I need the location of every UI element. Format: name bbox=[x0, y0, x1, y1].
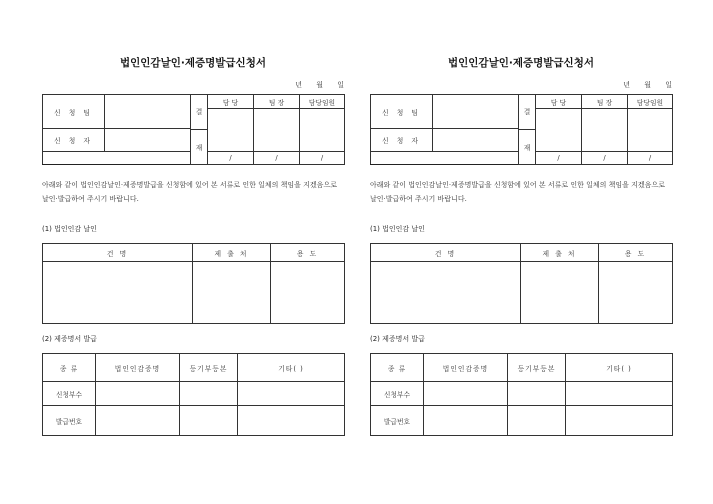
date-line: 년 월 일 bbox=[295, 81, 344, 89]
cert-header-type: 종 류 bbox=[371, 354, 424, 382]
certificate-table bbox=[370, 353, 673, 436]
cert-issue-other-field[interactable] bbox=[566, 406, 673, 436]
seal-header-subject: 건 명 bbox=[43, 244, 193, 262]
approval-jae-label: 재 bbox=[519, 130, 536, 165]
cert-row-copies-label: 신청부수 bbox=[371, 382, 424, 406]
cert-copies-registry-field[interactable] bbox=[180, 382, 238, 406]
date-line: 년 월 일 bbox=[623, 81, 672, 89]
seal-header-submit-to: 제 출 처 bbox=[521, 244, 599, 262]
approval-gyeol-label: 결 bbox=[519, 95, 536, 130]
applicant-team-field[interactable] bbox=[105, 95, 191, 129]
seal-submit-to-field[interactable] bbox=[521, 262, 599, 324]
date-slash: / bbox=[582, 152, 628, 165]
section-cert-heading: (2) 제증명서 발급 bbox=[42, 335, 97, 343]
applicant-team-field[interactable] bbox=[433, 95, 519, 129]
approval-header-team-lead: 팀 장 bbox=[254, 95, 300, 109]
approval-sign-staff[interactable] bbox=[536, 109, 582, 152]
cert-header-seal-certificate: 법인인감증명 bbox=[96, 354, 180, 382]
approval-sign-team-lead[interactable] bbox=[582, 109, 628, 152]
approval-sign-executive[interactable] bbox=[300, 109, 345, 152]
applicant-label: 신 청 자 bbox=[43, 129, 105, 152]
date-slash: / bbox=[208, 152, 254, 165]
applicant-team-label: 신 청 팀 bbox=[371, 95, 433, 129]
cert-row-issue-no-label: 발급번호 bbox=[43, 406, 96, 436]
seal-subject-field[interactable] bbox=[371, 262, 521, 324]
approval-gyeol-label: 결 bbox=[191, 95, 208, 130]
cert-issue-seal-field[interactable] bbox=[424, 406, 508, 436]
applicant-field[interactable] bbox=[105, 129, 191, 152]
cert-row-issue-no-label: 발급번호 bbox=[371, 406, 424, 436]
cert-copies-seal-field[interactable] bbox=[424, 382, 508, 406]
cert-header-other: 기타( ) bbox=[238, 354, 345, 382]
section-seal-heading: (1) 법인인감 날인 bbox=[370, 225, 425, 233]
approval-header-team-lead: 팀 장 bbox=[582, 95, 628, 109]
cert-header-registry: 등기부등본 bbox=[180, 354, 238, 382]
seal-header-purpose: 용 도 bbox=[599, 244, 673, 262]
approval-header-staff: 담 당 bbox=[208, 95, 254, 109]
approval-sign-team-lead[interactable] bbox=[254, 109, 300, 152]
certificate-table bbox=[42, 353, 345, 436]
seal-header-submit-to: 제 출 처 bbox=[193, 244, 271, 262]
seal-table bbox=[370, 243, 673, 324]
approval-sign-staff[interactable] bbox=[208, 109, 254, 152]
declaration-paragraph: 아래와 같이 법인인감날인·제증명발급을 신청함에 있어 본 서류로 인한 일체의 책임을 지겠음으로 날인·발급하여 주시기 바랍니다. bbox=[42, 181, 337, 203]
applicant-label: 신 청 자 bbox=[371, 129, 433, 152]
applicant-approval-table bbox=[42, 94, 345, 165]
form-title: 법인인감날인·제증명발급신청서 bbox=[120, 57, 266, 69]
application-form-right bbox=[370, 0, 672, 504]
declaration-paragraph: 아래와 같이 법인인감날인·제증명발급을 신청함에 있어 본 서류로 인한 일체의 책임을 지겠음으로 날인·발급하여 주시기 바랍니다. bbox=[370, 181, 665, 203]
application-form-left bbox=[42, 0, 344, 504]
applicant-field[interactable] bbox=[433, 129, 519, 152]
cert-copies-other-field[interactable] bbox=[566, 382, 673, 406]
cert-issue-registry-field[interactable] bbox=[508, 406, 566, 436]
cert-copies-other-field[interactable] bbox=[238, 382, 345, 406]
cert-issue-seal-field[interactable] bbox=[96, 406, 180, 436]
seal-submit-to-field[interactable] bbox=[193, 262, 271, 324]
section-seal-heading: (1) 법인인감 날인 bbox=[42, 225, 97, 233]
cert-issue-other-field[interactable] bbox=[238, 406, 345, 436]
date-slash: / bbox=[254, 152, 300, 165]
seal-table bbox=[42, 243, 345, 324]
date-slash: / bbox=[628, 152, 673, 165]
cert-header-type: 종 류 bbox=[43, 354, 96, 382]
approval-jae-label: 재 bbox=[191, 130, 208, 165]
applicant-approval-table bbox=[370, 94, 673, 165]
seal-purpose-field[interactable] bbox=[599, 262, 673, 324]
approval-header-executive: 담당임원 bbox=[300, 95, 345, 109]
date-slash: / bbox=[536, 152, 582, 165]
seal-subject-field[interactable] bbox=[43, 262, 193, 324]
cert-issue-registry-field[interactable] bbox=[180, 406, 238, 436]
cert-copies-registry-field[interactable] bbox=[508, 382, 566, 406]
cert-row-copies-label: 신청부수 bbox=[43, 382, 96, 406]
cert-header-other: 기타( ) bbox=[566, 354, 673, 382]
approval-header-executive: 담당임원 bbox=[628, 95, 673, 109]
seal-header-subject: 건 명 bbox=[371, 244, 521, 262]
form-title: 법인인감날인·제증명발급신청서 bbox=[448, 57, 594, 69]
date-slash: / bbox=[300, 152, 345, 165]
applicant-team-label: 신 청 팀 bbox=[43, 95, 105, 129]
cert-header-registry: 등기부등본 bbox=[508, 354, 566, 382]
approval-header-staff: 담 당 bbox=[536, 95, 582, 109]
cert-header-seal-certificate: 법인인감증명 bbox=[424, 354, 508, 382]
seal-header-purpose: 용 도 bbox=[271, 244, 345, 262]
cert-copies-seal-field[interactable] bbox=[96, 382, 180, 406]
seal-purpose-field[interactable] bbox=[271, 262, 345, 324]
section-cert-heading: (2) 제증명서 발급 bbox=[370, 335, 425, 343]
approval-sign-executive[interactable] bbox=[628, 109, 673, 152]
